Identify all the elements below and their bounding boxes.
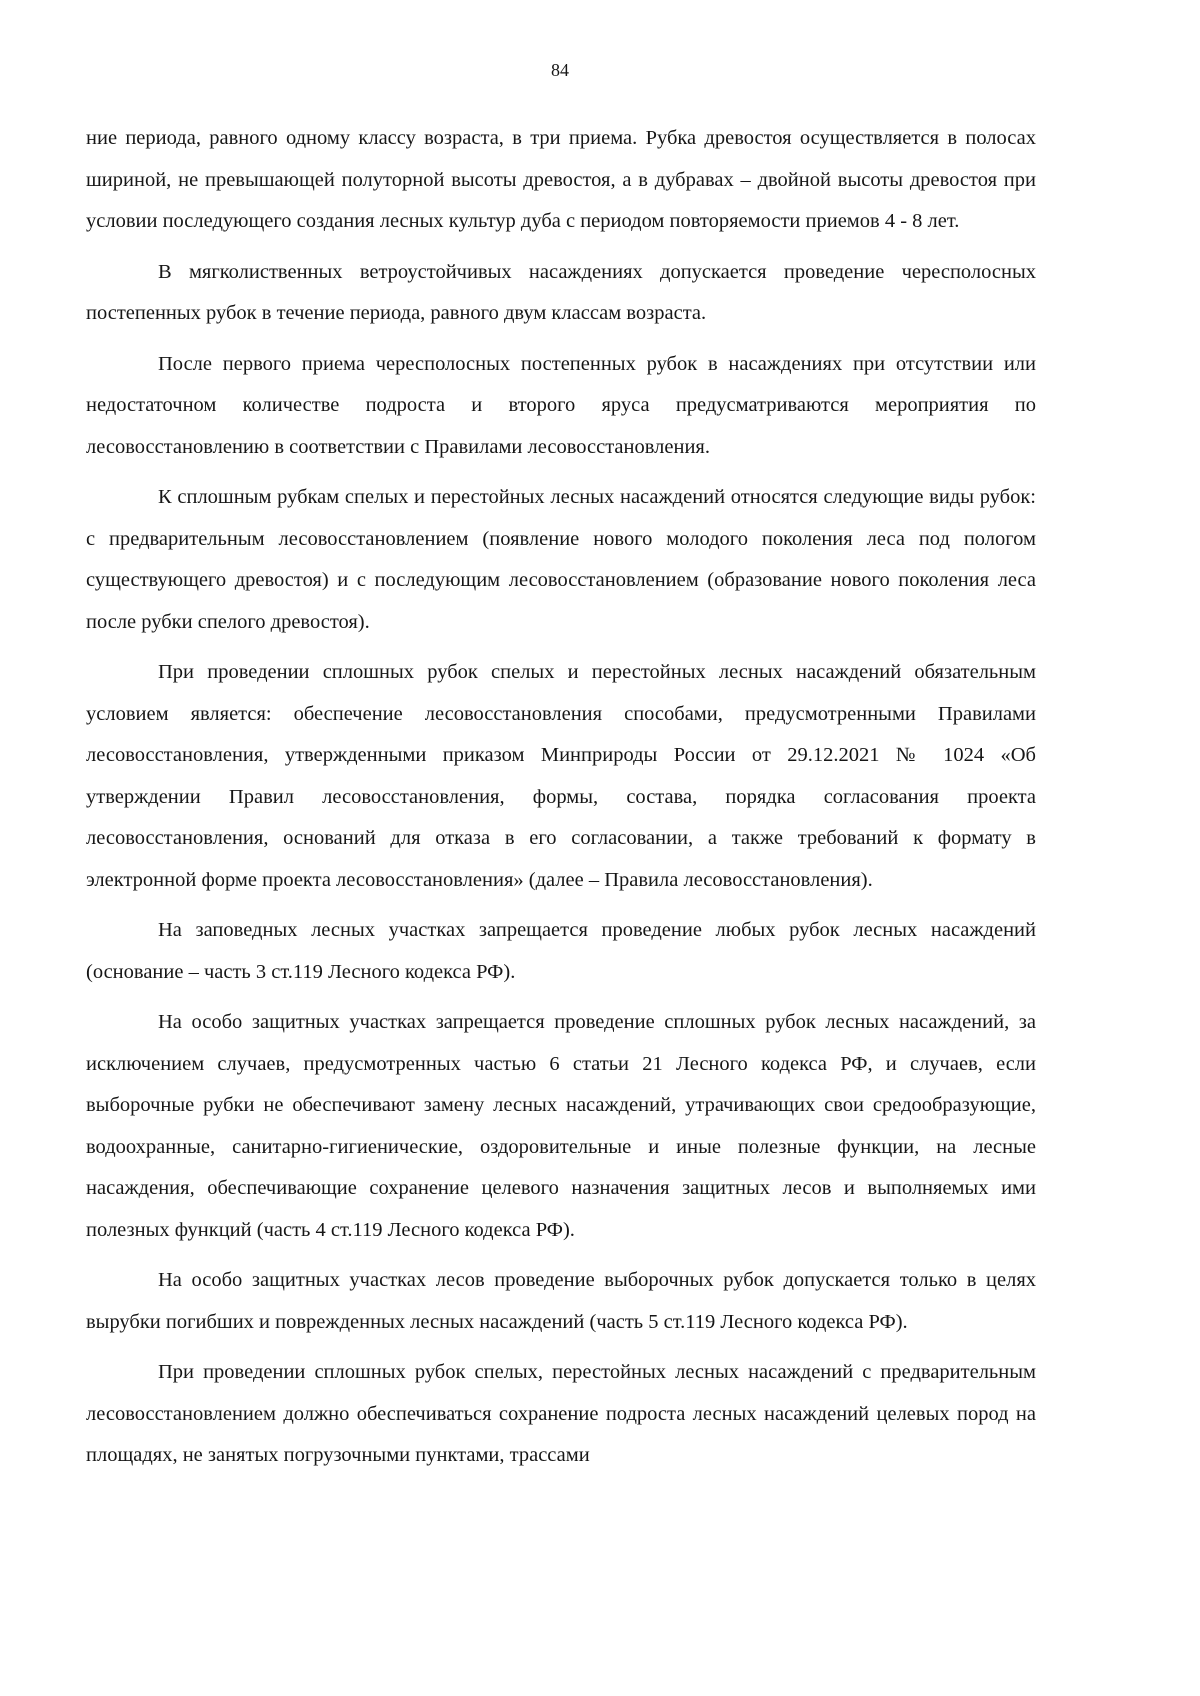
- paragraph-clear-cutting-types: К сплошным рубкам спелых и перестойных лесных насаждений относятся следующие виды рубок: с предварительным лесовосстановлением (появление нового молодого поколения леса под пологом существующего древостоя) и с последующим лесовосстановлением (образование нового поколения леса после рубки спелого древостоя).: [86, 486, 1036, 633]
- paragraph-selective-cutting: На особо защитных участках лесов проведение выборочных рубок допускается только в целях вырубки погибших и поврежденных лесных насаждений (часть 5 ст.119 Лесного кодекса РФ).: [86, 1269, 1036, 1333]
- paragraph-softwood-stands: В мягколиственных ветроустойчивых насаждениях допускается проведение чересполосных постепенных рубок в течение периода, равного двум классам возраста.: [86, 260, 1036, 324]
- paragraph-undergrowth-preservation: При проведении сплошных рубок спелых, перестойных лесных насаждений с предварительным лесовосстановлением должно обеспечиваться сохранение подроста лесных насаждений целевых пород на площадях, не занятых погрузочными пунктами, трассами: [86, 1361, 1036, 1466]
- paragraph-reserve-plots: На заповедных лесных участках запрещается проведение любых рубок лесных насаждений (основание – часть 3 ст.119 Лесного кодекса РФ).: [86, 919, 1036, 983]
- document-body: [86, 118, 1036, 1477]
- paragraph-mandatory-condition: При проведении сплошных рубок спелых и перестойных лесных насаждений обязательным условием является: обеспечение лесовосстановления способами, предусмотренными Правилами лесовосстановления, утвержденными приказом Минприроды России от 29.12.2021 № 1024 «Об утверждении Правил лесовосстановления, формы, состава, порядка согласования проекта лесовосстановления, оснований для отказа в его согласовании, а также требований к формату в электронной форме проекта лесовосстановления» (далее – Правила лесовосстановления).: [86, 661, 1036, 891]
- page-number: 84: [551, 60, 569, 80]
- paragraph-continuation: ние периода, равного одному классу возраста, в три приема. Рубка древостоя осуществляется в полосах шириной, не превышающей полуторной высоты древостоя, а в дубравах – двойной высоты древостоя при условии последующего создания лесных культур дуба с периодом повторяемости приемов 4 - 8 лет.: [86, 127, 1036, 232]
- paragraph-protective-plots: На особо защитных участках запрещается проведение сплошных рубок лесных насаждений, за исключением случаев, предусмотренных частью 6 статьи 21 Лесного кодекса РФ, и случаев, если выборочные рубки не обеспечивают замену лесных насаждений, утрачивающих свои средообразующие, водоохранные, санитарно-гигиенические, оздоровительные и иные полезные функции, на лесные насаждения, обеспечивающие сохранение целевого назначения защитных лесов и выполняемых ими полезных функций (часть 4 ст.119 Лесного кодекса РФ).: [86, 1011, 1036, 1241]
- paragraph-after-first-stage: После первого приема чересполосных постепенных рубок в насаждениях при отсутствии или недостаточном количестве подроста и второго яруса предусматриваются мероприятия по лесовосстановлению в соответствии с Правилами лесовосстановления.: [86, 352, 1036, 458]
